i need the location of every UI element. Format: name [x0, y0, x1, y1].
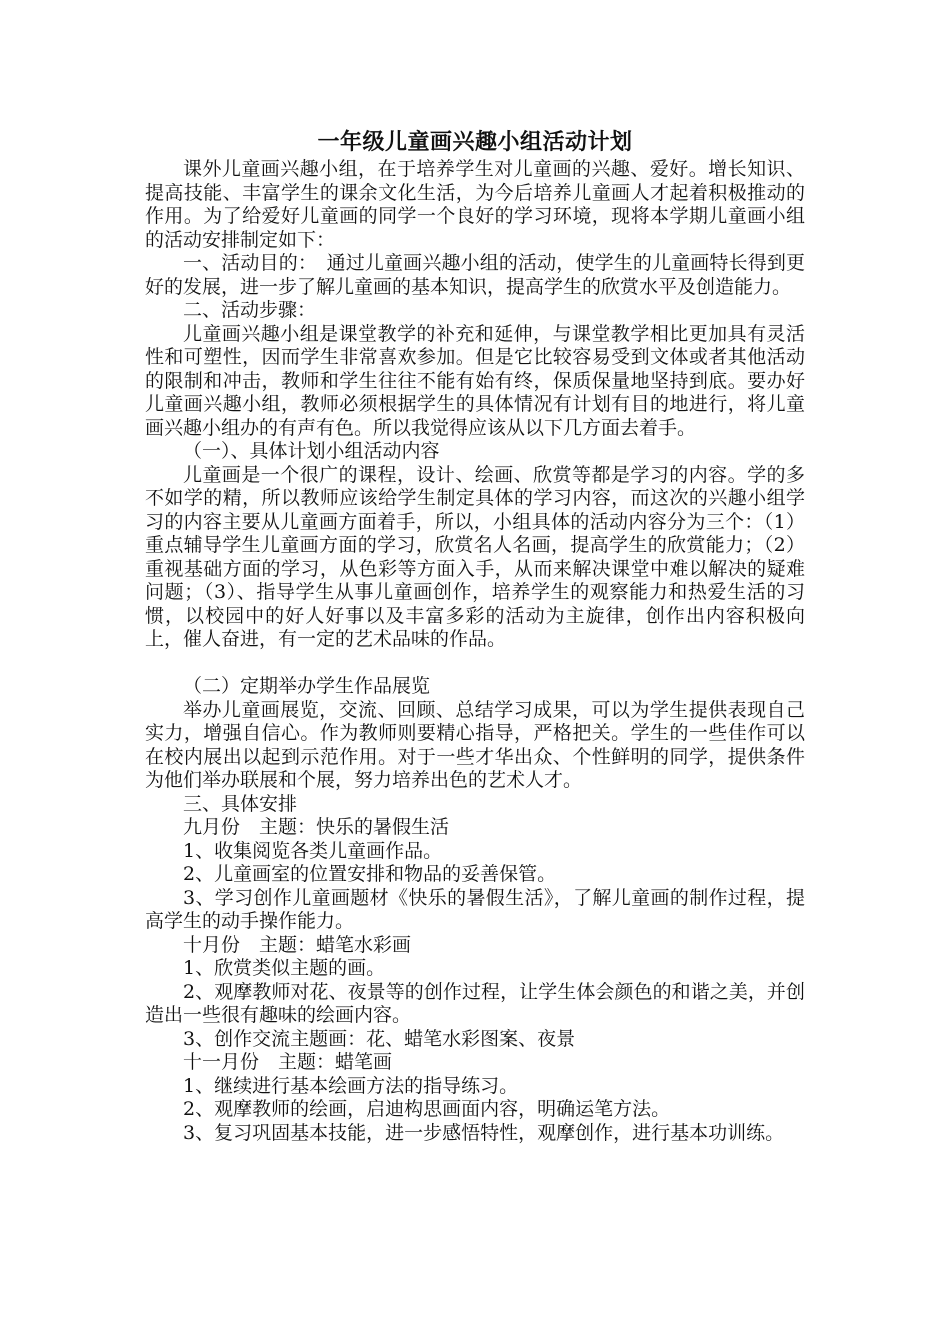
- september-item-3: 3、学习创作儿童画题材《快乐的暑假生活》，了解儿童画的制作过程，提高学生的动手操作能力。: [145, 886, 805, 932]
- document-page: [145, 128, 805, 1145]
- intro-paragraph: 课外儿童画兴趣小组，在于培养学生对儿童画的兴趣、爱好。增长知识、提高技能、丰富学生的课余文化生活，为今后培养儿童画人才起着积极推动的作用。为了给爱好儿童画的同学一个良好的学习环境，现将本学期儿童画小组的活动安排制定如下：: [145, 158, 805, 251]
- section-2-heading: 二、活动步骤：: [183, 299, 317, 321]
- section-3-heading: 三、具体安排: [183, 792, 298, 815]
- blank-line: [145, 652, 805, 676]
- subsection-2-heading: （二）定期举办学生作品展览: [183, 675, 431, 697]
- october-item-3: 3、创作交流主题画：花、蜡笔水彩图案、夜景: [183, 1027, 576, 1050]
- subsection-1-heading: （一）、具体计划小组活动内容: [183, 440, 440, 462]
- october-item-2: 2、观摩教师对花、夜景等的创作过程，让学生体会颜色的和谐之美，并创造出一些很有趣味的绘画内容。: [145, 980, 805, 1026]
- document-title: 一年级儿童画兴趣小组活动计划: [317, 130, 633, 155]
- october-heading: 十月份 主题：蜡笔水彩画: [183, 933, 412, 956]
- section-2-paragraph: 儿童画兴趣小组是课堂教学的补充和延伸，与课堂教学相比更加具有灵活性和可塑性，因而学生非常喜欢参加。但是它比较容易受到文体或者其他活动的限制和冲击，教师和学生往往不能有始有终，保质保量地坚持到底。要办好儿童画兴趣小组，教师必须根据学生的具体情况有计划有目的地进行，将儿童画兴趣小组办的有声有色。所以我觉得应该从以下几方面去着手。: [145, 322, 805, 439]
- november-item-1: 1、继续进行基本绘画方法的指导练习。: [183, 1074, 519, 1097]
- november-item-3: 3、复习巩固基本技能，进一步感悟特性，观摩创作，进行基本功训练。: [183, 1121, 785, 1144]
- november-heading: 十一月份 主题：蜡笔画: [183, 1051, 393, 1073]
- september-item-1: 1、收集阅览各类儿童画作品。: [183, 839, 443, 862]
- subsection-2-paragraph: 举办儿童画展览，交流、回顾、总结学习成果，可以为学生提供表现自己实力，增强自信心。作为教师则要精心指导，严格把关。学生的一些佳作可以在校内展出以起到示范作用。对于一些才华出众、个性鲜明的同学，提供条件为他们举办联展和个展，努力培养出色的艺术人才。: [145, 698, 805, 791]
- october-item-1: 1、欣赏类似主题的画。: [183, 957, 386, 979]
- november-item-2: 2、观摩教师的绘画，启迪构思画面内容，明确运笔方法。: [183, 1098, 671, 1120]
- september-item-2: 2、儿童画室的位置安排和物品的妥善保管。: [183, 863, 557, 885]
- september-heading: 九月份 主题：快乐的暑假生活: [183, 816, 450, 838]
- section-1-purpose: 一、活动目的： 通过儿童画兴趣小组的活动，使学生的儿童画特长得到更好的发展，进一步了解儿童画的基本知识，提高学生的欣赏水平及创造能力。: [145, 252, 805, 298]
- subsection-1-paragraph: 儿童画是一个很广的课程，设计、绘画、欣赏等都是学习的内容。学的多不如学的精，所以教师应该给学生制定具体的学习内容，而这次的兴趣小组学习的内容主要从儿童画方面着手，所以，小组具体的活动内容分为三个：（1）重点辅导学生儿童画方面的学习，欣赏名人名画，提高学生的欣赏能力；（2）重视基础方面的学习，从色彩等方面入手，从而来解决课堂中难以解决的疑难问题；（3）、指导学生从事儿童画创作，培养学生的观察能力和热爱生活的习惯，以校园中的好人好事以及丰富多彩的活动为主旋律，创作出内容积极向上，催人奋进，有一定的艺术品味的作品。: [145, 463, 805, 650]
